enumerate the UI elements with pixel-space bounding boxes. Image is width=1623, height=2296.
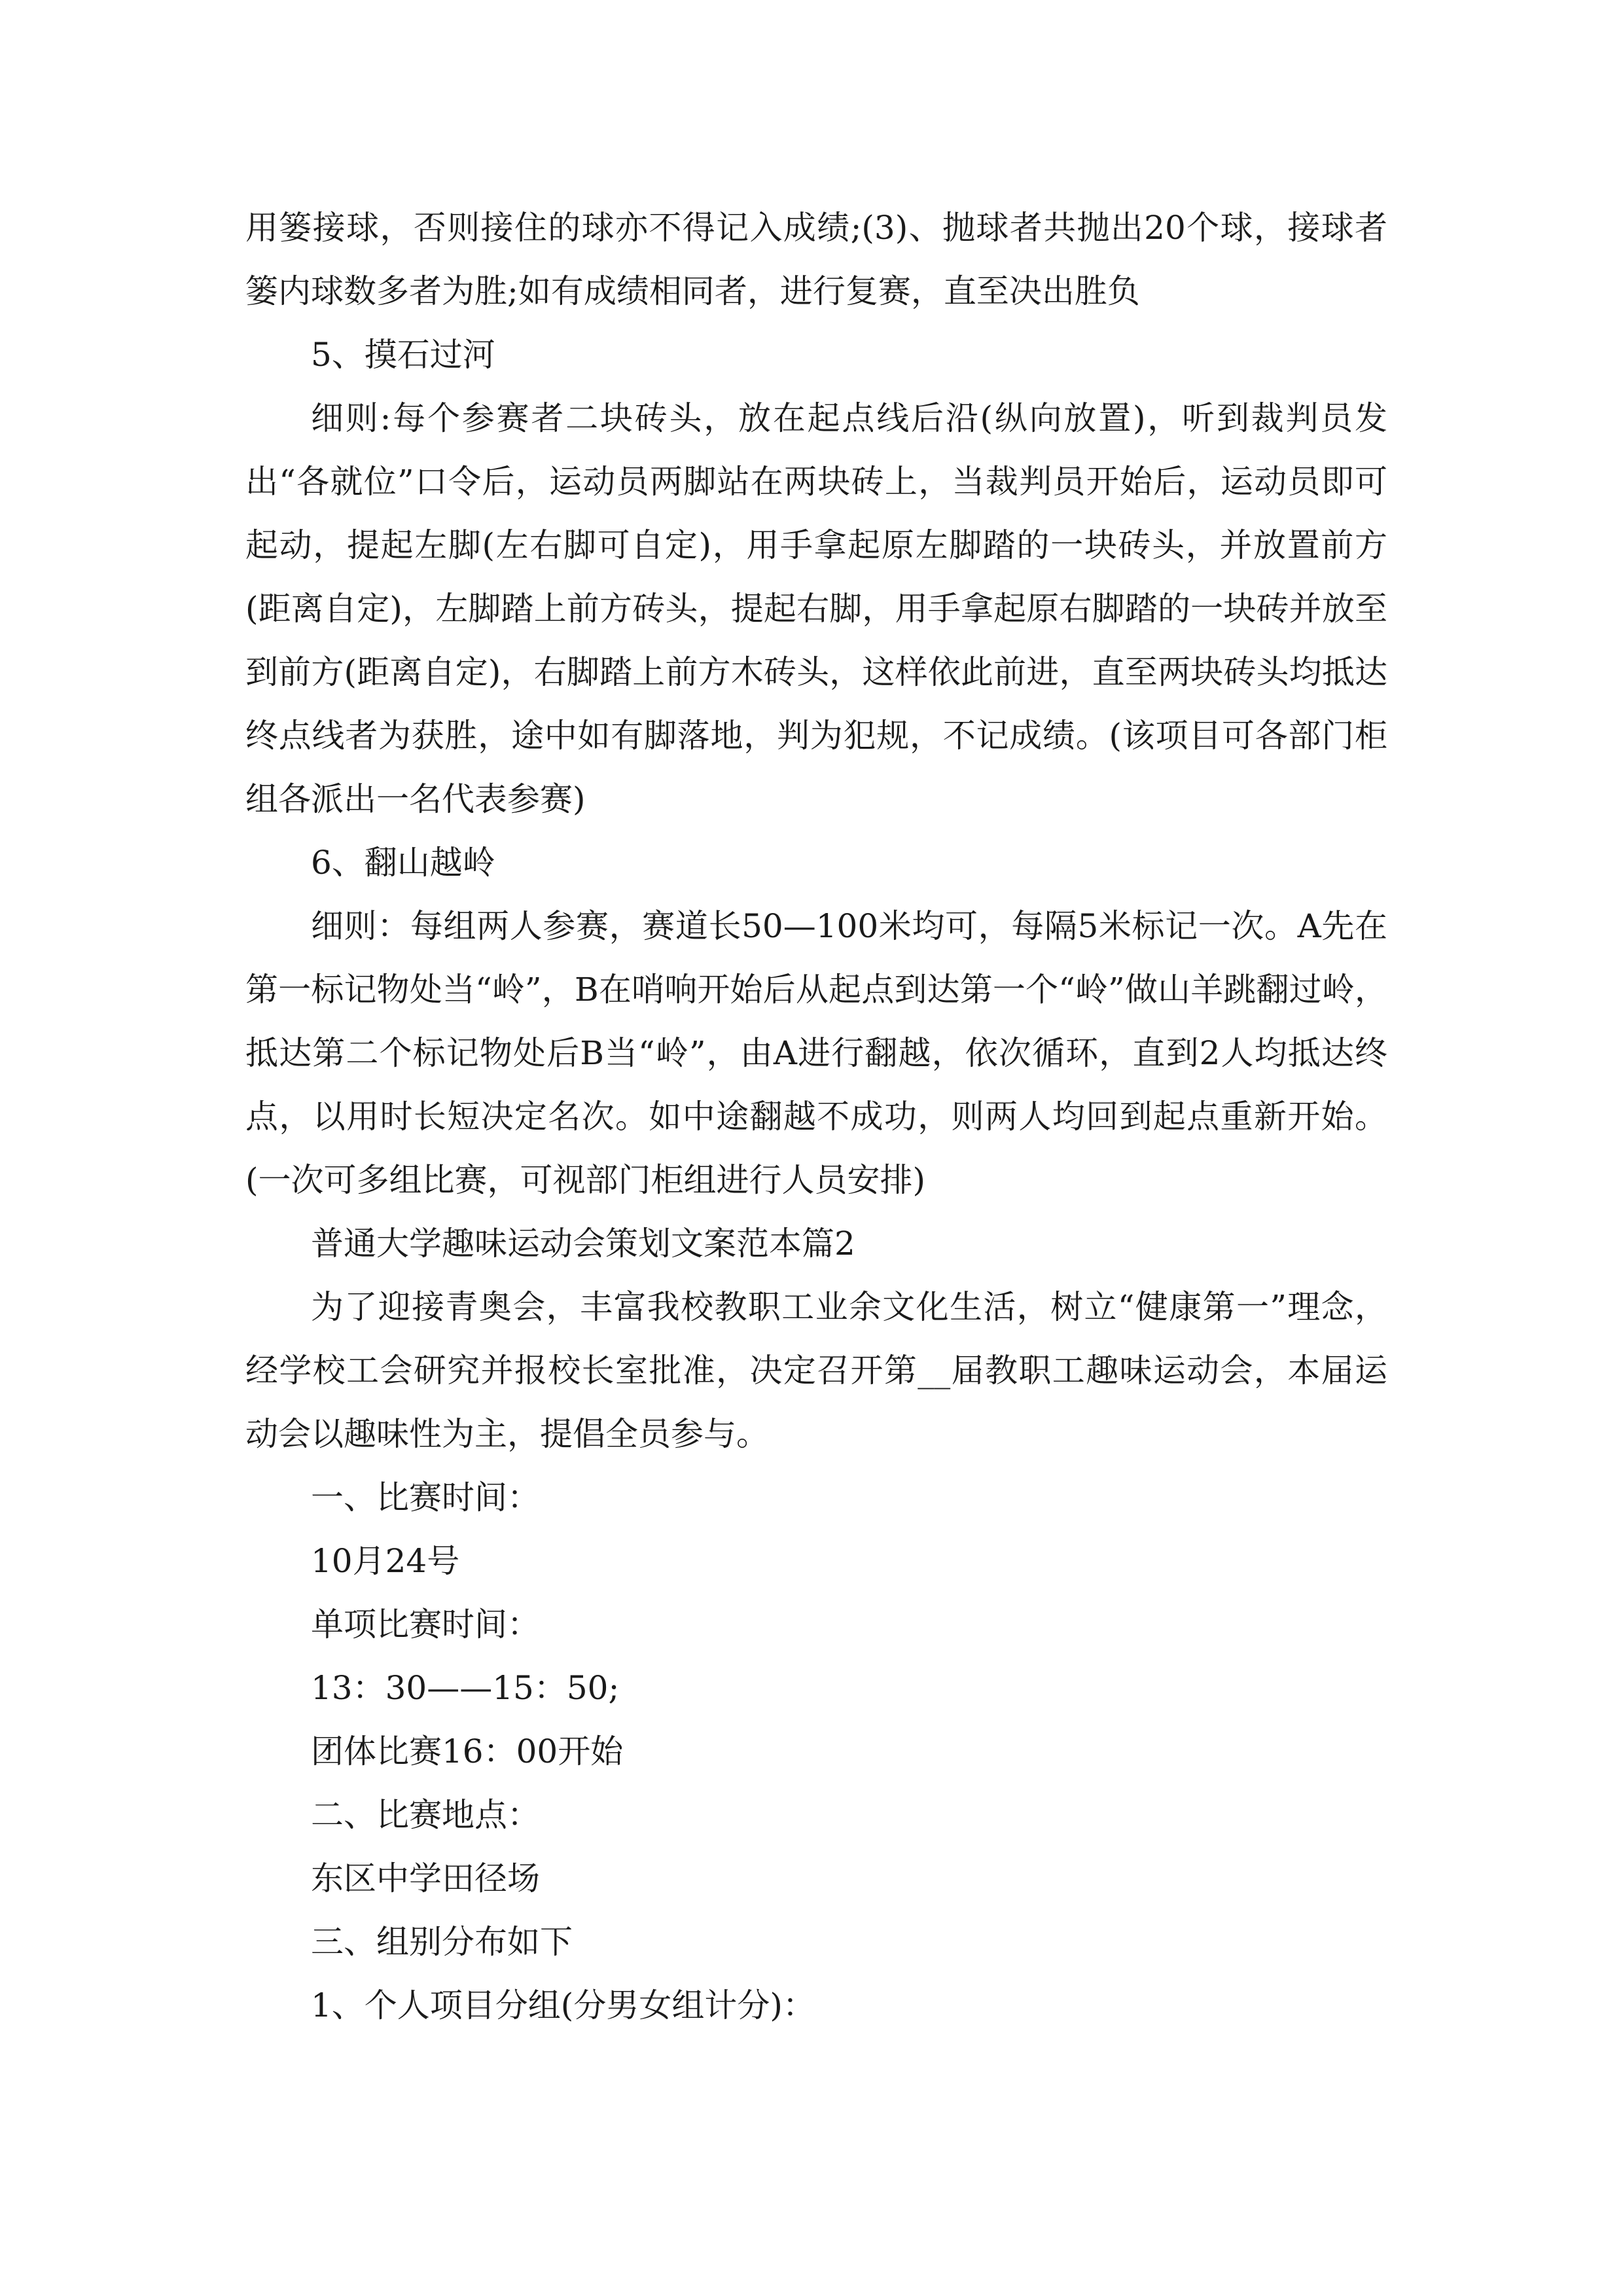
heading-stone-crossing: 5、摸石过河 [311,336,495,374]
paragraph-stone-crossing-rules: 细则:每个参赛者二块砖头，放在起点线后沿(纵向放置)，听到裁判员发出“各就位”口令后，运动员两脚站在两块砖上，当裁判员开始后，运动员即可起动，提起左脚(左右脚可自定)，用手拿起原左脚踏的一块砖头，并放置前方(距离自定)，左脚踏上前方砖头，提起右脚，用手拿起原右脚踏的一块砖并放至到前方(距离自定)，右脚踏上前方木砖头，这样依此前进，直至两块砖头均抵达终点线者为获胜，途中如有脚落地，判为犯规，不记成绩。(该项目可各部门柜组各派出一名代表参赛) [245,399,1387,818]
paragraph-basket-catch-rules: 用篓接球，否则接住的球亦不得记入成绩;(3)、抛球者共抛出20个球，接球者篓内球数多者为胜;如有成绩相同者，进行复赛，直至决出胜负 [245,209,1387,310]
document-body [245,196,1387,2037]
heading-venue: 二、比赛地点： [311,1796,540,1834]
individual-time-range: 13：30——15：50; [311,1669,620,1707]
heading-groups: 三、组别分布如下 [311,1923,573,1961]
team-competition-start: 团体比赛16：00开始 [311,1732,624,1770]
heading-mountain-crossing: 6、翻山越岭 [311,844,495,882]
venue-name: 东区中学田径场 [311,1859,540,1897]
heading-competition-time: 一、比赛时间： [311,1479,540,1516]
paragraph-mountain-crossing-rules: 细则：每组两人参赛，赛道长50—100米均可，每隔5米标记一次。A先在第一标记物处当“岭”，B在哨响开始后从起点到达第一个“岭”做山羊跳翻过岭，抵达第二个标记物处后B当“岭”，由A进行翻越，依次循环，直到2人均抵达终点，以用时长短决定名次。如中途翻越不成功，则两人均回到起点重新开始。(一次可多组比赛，可视部门柜组进行人员安排) [245,907,1387,1199]
heading-individual-time: 单项比赛时间： [311,1605,540,1643]
individual-groups: 1、个人项目分组(分男女组计分)： [311,1986,815,2024]
paragraph-introduction: 为了迎接青奥会，丰富我校教职工业余文化生活，树立“健康第一”理念，经学校工会研究并报校长室批准，决定召开第__届教职工趣味运动会，本届运动会以趣味性为主，提倡全员参与。 [245,1288,1387,1453]
section-title-part-2: 普通大学趣味运动会策划文案范本篇2 [311,1225,855,1263]
competition-date: 10月24号 [311,1542,460,1580]
